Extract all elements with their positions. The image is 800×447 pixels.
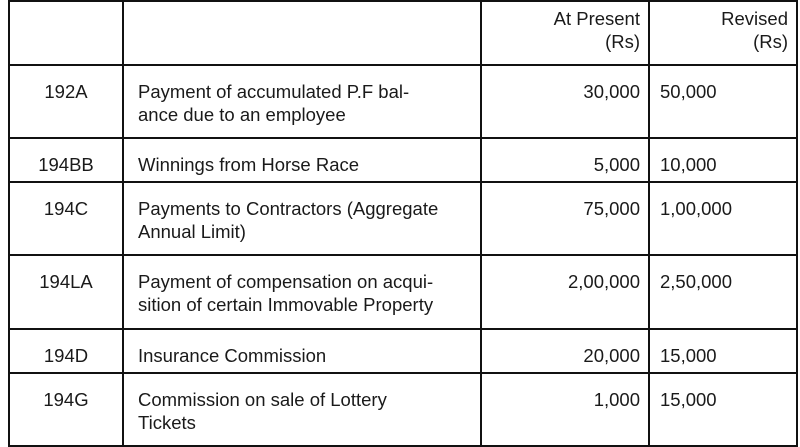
revised-limit-cell: 15,000 (649, 329, 797, 373)
table-header-row (9, 1, 797, 65)
section-cell: 192A (9, 65, 123, 138)
nature-cell: Payment of accumulated P.F bal- ance due to an employee (123, 65, 481, 138)
present-limit-cell: 1,000 (481, 373, 649, 446)
revised-limit-cell: 10,000 (649, 138, 797, 182)
table-row (9, 255, 797, 329)
header-nature-cell (123, 1, 481, 65)
present-limit-cell: 2,00,000 (481, 255, 649, 329)
present-limit-cell: 30,000 (481, 65, 649, 138)
header-revised: Revised (Rs) (649, 1, 797, 65)
nature-cell: Payments to Contractors (Aggregate Annual Limit) (123, 182, 481, 255)
table-row (9, 182, 797, 255)
table-row (9, 373, 797, 446)
table-row (9, 65, 797, 138)
tds-threshold-table (8, 0, 798, 447)
nature-cell: Insurance Commission (123, 329, 481, 373)
header-section-cell (9, 1, 123, 65)
section-cell: 194C (9, 182, 123, 255)
section-cell: 194G (9, 373, 123, 446)
nature-cell: Winnings from Horse Race (123, 138, 481, 182)
section-cell: 194LA (9, 255, 123, 329)
table-row (9, 138, 797, 182)
table-row (9, 329, 797, 373)
section-cell: 194BB (9, 138, 123, 182)
present-limit-cell: 20,000 (481, 329, 649, 373)
revised-limit-cell: 50,000 (649, 65, 797, 138)
present-limit-cell: 5,000 (481, 138, 649, 182)
nature-cell: Commission on sale of Lottery Tickets (123, 373, 481, 446)
nature-cell: Payment of compensation on acqui- sition of certain Immovable Property (123, 255, 481, 329)
header-at-present: At Present (Rs) (481, 1, 649, 65)
revised-limit-cell: 2,50,000 (649, 255, 797, 329)
section-cell: 194D (9, 329, 123, 373)
revised-limit-cell: 1,00,000 (649, 182, 797, 255)
present-limit-cell: 75,000 (481, 182, 649, 255)
revised-limit-cell: 15,000 (649, 373, 797, 446)
